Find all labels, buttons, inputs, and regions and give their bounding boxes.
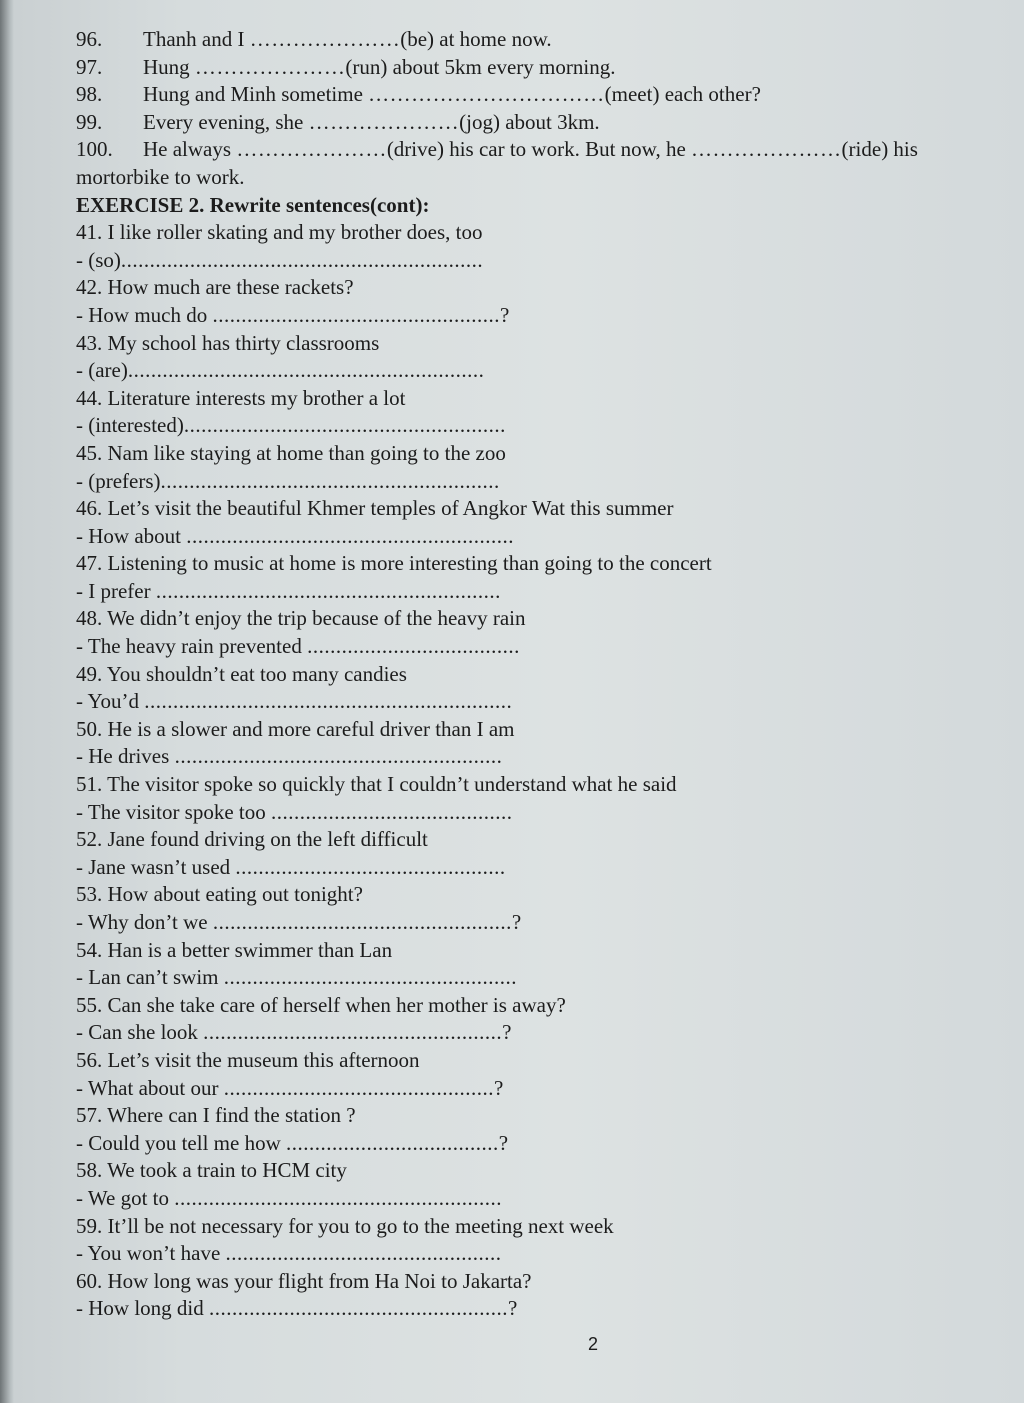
question-text: 43. My school has thirty classrooms (76, 330, 380, 355)
answer-blank[interactable]: ..................................... (307, 634, 520, 659)
item-text-before: Every evening, she (143, 109, 309, 134)
exercise2-item (76, 1102, 1016, 1157)
question-text: 44. Literature interests my brother a lot (76, 385, 406, 410)
answer-line (76, 578, 1016, 606)
answer-line (76, 1130, 1016, 1158)
answer-prompt: - (are) (76, 358, 128, 383)
answer-prompt: - (interested) (76, 413, 184, 438)
answer-blank[interactable]: .............................................................. (127, 358, 485, 383)
item-text-before: Hung and Minh sometime (143, 82, 369, 107)
exercise1-item (76, 136, 1016, 164)
answer-line (76, 302, 1016, 330)
answer-prompt: - (prefers) (76, 468, 161, 493)
question-text: 58. We took a train to HCM city (76, 1158, 347, 1183)
answer-blank[interactable]: ............................................... (235, 854, 506, 879)
worksheet-content (76, 26, 1016, 1323)
answer-line (76, 468, 1016, 496)
answer-blank[interactable]: ............................................................... (120, 247, 484, 272)
answer-line (76, 412, 1016, 440)
answer-blank[interactable]: ………………… (691, 137, 842, 162)
answer-end: ? (499, 302, 510, 327)
exercise2-list (76, 219, 1016, 1323)
exercise2-item (76, 440, 1016, 495)
question-text: 49. You shouldn’t eat too many candies (76, 661, 407, 686)
answer-blank[interactable]: .................................................... (212, 910, 512, 934)
exercise1-item (76, 26, 1016, 54)
item-text-before: He always (143, 137, 237, 162)
question-text: 57. Where can I find the station ? (76, 1103, 356, 1128)
answer-prompt: - Can she look (76, 1020, 204, 1045)
item-number: 96. (76, 27, 103, 51)
item-number: 99. (76, 109, 103, 134)
answer-blank[interactable]: ......................................................... (174, 1185, 502, 1210)
question-text: 48. We didn’t enjoy the trip because of the heavy rain (76, 606, 526, 631)
exercise2-item (76, 1268, 1016, 1323)
answer-prompt: - I prefer (76, 578, 156, 603)
question-text: 55. Can she take care of herself when her mother is away? (76, 992, 566, 1017)
item-text-before: Hung (143, 54, 195, 79)
answer-blank[interactable]: ................................................................ (144, 689, 513, 714)
answer-prompt: - How long did (76, 1296, 209, 1321)
answer-blank[interactable]: ......................................................... (174, 744, 503, 769)
answer-line (76, 357, 1016, 385)
exercise2-item (76, 1213, 1016, 1268)
answer-line (76, 799, 1016, 827)
answer-line (76, 523, 1016, 551)
answer-prompt: - How about (76, 523, 187, 548)
question-text: 42. How much are these rackets? (76, 275, 354, 300)
exercise2-item (76, 330, 1016, 385)
answer-prompt: - The visitor spoke too (76, 799, 272, 824)
answer-blank[interactable]: ............................................... (223, 1075, 494, 1100)
exercise2-item (76, 550, 1016, 605)
answer-prompt: - Why don’t we (76, 910, 213, 934)
exercise1-item (76, 54, 1016, 82)
item-text-after: (run) about 5km every morning. (345, 54, 616, 79)
exercise2-item (76, 1047, 1016, 1102)
answer-line (76, 964, 1016, 992)
answer-line (76, 743, 1016, 771)
answer-line (76, 1185, 1016, 1213)
answer-prompt: - Lan can’t swim (76, 965, 224, 990)
answer-blank[interactable]: ........................................................ (183, 413, 506, 438)
exercise2-item (76, 219, 1016, 274)
answer-blank[interactable]: ............................................................ (155, 578, 501, 603)
answer-end: ? (498, 1130, 509, 1155)
exercise1-continuation: mortorbike to work. (76, 164, 245, 189)
question-text: 53. How about eating out tonight? (76, 882, 363, 907)
item-text-after: (ride) his (841, 137, 918, 162)
item-text-after: (drive) his car to work. But now, he (386, 137, 692, 162)
answer-blank[interactable]: …………………………… (368, 82, 605, 107)
exercise2-item (76, 1157, 1016, 1212)
answer-line (76, 633, 1016, 661)
answer-end: ? (511, 910, 522, 934)
answer-line (76, 1295, 1016, 1323)
answer-prompt: - What about our (76, 1075, 224, 1100)
exercise2-item (76, 385, 1016, 440)
exercise2-item (76, 826, 1016, 881)
exercise2-item (76, 605, 1016, 660)
answer-line (76, 1075, 1016, 1103)
answer-blank[interactable]: ..................................... (285, 1130, 499, 1155)
answer-end: ? (508, 1296, 518, 1321)
answer-line (76, 247, 1016, 275)
answer-line (76, 909, 1016, 937)
answer-blank[interactable]: .................................................. (212, 302, 500, 327)
exercise2-item (76, 716, 1016, 771)
answer-blank[interactable]: ………………… (249, 27, 401, 51)
exercise2-item (76, 771, 1016, 826)
exercise2-item (76, 274, 1016, 329)
answer-line (76, 1240, 1016, 1268)
answer-blank[interactable]: ................................................ (225, 1241, 502, 1266)
question-text: 50. He is a slower and more careful driver than I am (76, 716, 515, 741)
answer-end: ? (494, 1075, 504, 1100)
answer-prompt: - We got to (76, 1185, 175, 1210)
answer-prompt: - Jane wasn’t used (76, 854, 236, 879)
question-text: 52. Jane found driving on the left difficult (76, 827, 428, 852)
exercise2-item (76, 881, 1016, 936)
answer-blank[interactable]: ......................................................... (186, 523, 514, 548)
answer-prompt: - How much do (76, 302, 213, 327)
item-text-after: (be) at home now. (400, 27, 552, 51)
answer-prompt: - You’d (76, 689, 145, 714)
answer-prompt: - The heavy rain prevented (76, 634, 308, 659)
item-number: 97. (76, 54, 103, 79)
item-text-after: (meet) each other? (604, 82, 761, 107)
answer-blank[interactable]: ………………… (308, 109, 460, 134)
answer-blank[interactable]: .................................................... (203, 1020, 503, 1045)
page-number: 2 (588, 1334, 599, 1354)
item-text-after: (jog) about 3km. (459, 109, 600, 134)
answer-prompt: - He drives (76, 744, 175, 769)
item-text-before: Thanh and I (143, 27, 250, 51)
question-text: 45. Nam like staying at home than going to the zoo (76, 440, 506, 465)
exercise1-item (76, 81, 1016, 109)
question-text: 56. Let’s visit the museum this afternoon (76, 1047, 420, 1072)
answer-blank[interactable]: ………………… (194, 54, 346, 79)
answer-line (76, 854, 1016, 882)
exercise2-heading: EXERCISE 2. Rewrite sentences(cont): (76, 192, 430, 217)
question-text: 46. Let’s visit the beautiful Khmer temples of Angkor Wat this summer (76, 496, 674, 521)
answer-line (76, 1019, 1016, 1047)
question-text: 51. The visitor spoke so quickly that I couldn’t understand what he said (76, 772, 677, 797)
answer-blank[interactable]: .......................................... (271, 799, 513, 824)
exercise2-item (76, 495, 1016, 550)
answer-blank[interactable]: ………………… (236, 137, 387, 162)
answer-prompt: - Could you tell me how (76, 1130, 286, 1155)
question-text: 54. Han is a better swimmer than Lan (76, 937, 393, 962)
answer-blank[interactable]: .................................................... (209, 1296, 508, 1321)
question-text: 60. How long was your flight from Ha Noi to Jakarta? (76, 1268, 532, 1293)
item-number: 100. (76, 137, 113, 162)
exercise2-item (76, 992, 1016, 1047)
answer-blank[interactable]: ........................................................... (160, 468, 500, 493)
item-number: 98. (76, 82, 103, 107)
question-text: 59. It’ll be not necessary for you to go to the meeting next week (76, 1213, 614, 1238)
answer-end: ? (502, 1020, 512, 1045)
exercise2-item (76, 661, 1016, 716)
answer-prompt: - You won’t have (76, 1241, 226, 1266)
question-text: 41. I like roller skating and my brother does, too (76, 220, 483, 245)
question-text: 47. Listening to music at home is more interesting than going to the concert (76, 551, 712, 576)
answer-blank[interactable]: ................................................... (223, 965, 517, 990)
exercise2-item (76, 937, 1016, 992)
answer-line (76, 688, 1016, 716)
answer-prompt: - (so) (76, 247, 121, 272)
page-edge-shadow (0, 0, 14, 1403)
exercise1-item (76, 109, 1016, 137)
